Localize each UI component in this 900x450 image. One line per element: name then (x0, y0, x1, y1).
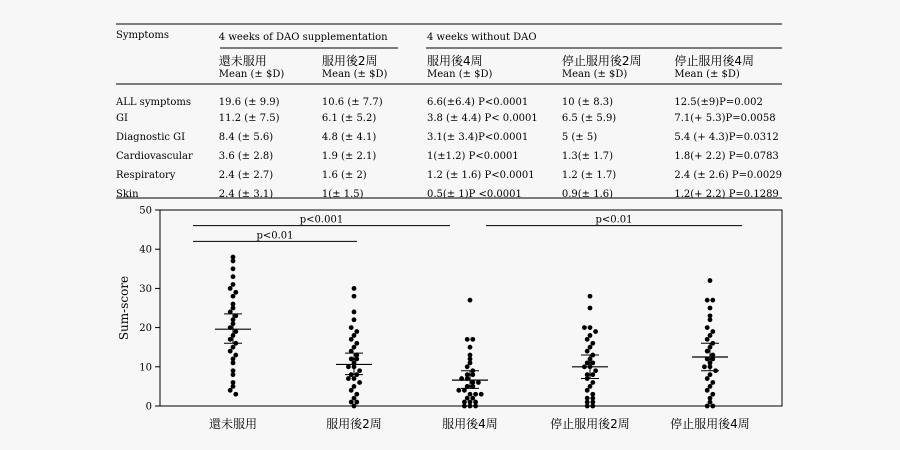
x-tick-label: 服用後4周 (442, 417, 498, 431)
data-point (231, 274, 236, 279)
data-point (352, 317, 357, 322)
mean-subheader: Mean (± $D) (426, 69, 493, 80)
mean-subheader: Mean (± $D) (561, 69, 628, 80)
data-point (585, 360, 590, 365)
table-cell: 1.8(+ 2.2) P=0.0783 (674, 151, 779, 162)
table-cell: 3.6 (± 2.8) (218, 151, 274, 162)
scatter-group (215, 255, 251, 397)
scatter-group (452, 298, 488, 409)
table-cell: 7.1(+ 5.3)P=0.0058 (674, 113, 776, 124)
row-label: Diagnostic GI (116, 132, 186, 143)
x-axis-labels (209, 416, 750, 431)
group-header-without-dao: 4 weeks without DAO (426, 32, 537, 43)
data-point (590, 380, 595, 385)
x-tick-label: 服用後2周 (326, 417, 382, 431)
data-point (231, 259, 236, 264)
column-header: 服用後4周 (426, 54, 483, 68)
data-point (354, 329, 359, 334)
data-point (349, 337, 354, 342)
data-point (588, 325, 593, 330)
data-point (354, 400, 359, 405)
data-point (231, 360, 236, 365)
table-row (116, 91, 782, 110)
table-cell: 6.1 (± 5.2) (321, 113, 377, 124)
y-tick-label: 0 (145, 401, 152, 413)
data-point (710, 392, 715, 397)
data-point (233, 290, 238, 295)
data-point (585, 349, 590, 354)
data-point (231, 282, 236, 287)
significance-label: p<0.01 (595, 214, 633, 226)
data-point (233, 329, 238, 334)
x-tick-label: 停止服用後4周 (670, 417, 750, 431)
data-point (708, 333, 713, 338)
row-label: GI (116, 113, 128, 124)
y-tick-label: 30 (139, 283, 152, 295)
table-cell: 3.8 (± 4.4) P< 0.0001 (426, 113, 538, 124)
data-point (708, 317, 713, 322)
table-cell: 2.4 (± 2.6) P=0.0029 (674, 170, 782, 181)
significance-label: p<0.01 (256, 230, 294, 242)
data-point (710, 329, 715, 334)
x-tick-label: 還未服用 (208, 417, 258, 431)
scatter-groups (215, 255, 728, 409)
data-point (228, 349, 233, 354)
table-cell: 19.6 (± 9.9) (218, 97, 280, 108)
data-point (352, 310, 357, 315)
data-point (231, 294, 236, 299)
table-cell: 11.2 (± 7.5) (218, 113, 280, 124)
table-cell: 4.8 (± 4.1) (321, 132, 377, 143)
scatter-group (572, 294, 608, 409)
data-point (470, 337, 475, 342)
data-point (346, 376, 351, 381)
table-cell: 1.3(± 1.7) (561, 151, 614, 162)
significance-label: p<0.001 (299, 214, 344, 226)
scatter-group (692, 278, 728, 408)
table-cell: 6.6(±6.4) P<0.0001 (426, 97, 529, 108)
table-row (116, 148, 782, 167)
table-cell: 5 (± 5) (561, 132, 598, 143)
data-point (588, 306, 593, 311)
data-point (708, 278, 713, 283)
table-cell: 0.5(± 1)P <0.0001 (426, 189, 522, 200)
data-point (349, 400, 354, 405)
data-point (470, 372, 475, 377)
data-point (468, 404, 473, 409)
data-point (354, 392, 359, 397)
table-cell: 10 (± 8.3) (561, 97, 614, 108)
data-point (352, 404, 357, 409)
y-tick-label: 20 (139, 323, 152, 335)
y-axis-ticks (139, 206, 160, 413)
data-point (710, 380, 715, 385)
data-point (705, 337, 710, 342)
data-point (231, 345, 236, 350)
data-point (582, 325, 587, 330)
data-point (585, 404, 590, 409)
table-cell: 10.6 (± 7.7) (321, 97, 383, 108)
data-point (233, 353, 238, 358)
data-point (588, 294, 593, 299)
data-point (228, 286, 233, 291)
data-point (708, 400, 713, 405)
data-point (588, 384, 593, 389)
symptom-table (116, 24, 782, 205)
data-point (352, 333, 357, 338)
data-point (590, 404, 595, 409)
mean-subheader: Mean (± $D) (321, 69, 388, 80)
mean-subheader: Mean (± $D) (218, 69, 285, 80)
group-header-dao: 4 weeks of DAO supplementation (218, 32, 388, 43)
row-label: ALL symptoms (116, 97, 191, 108)
data-point (231, 372, 236, 377)
data-point (708, 372, 713, 377)
column-header: 還未服用 (218, 54, 267, 68)
table-cell: 1(±1.2) P<0.0001 (426, 151, 519, 162)
table-cell: 3.1(± 3.4)P<0.0001 (426, 132, 529, 143)
data-point (590, 360, 595, 365)
data-point (588, 333, 593, 338)
row-label: Cardiovascular (116, 151, 193, 162)
data-point (479, 392, 484, 397)
table-cell: 1.9 (± 2.1) (321, 151, 377, 162)
data-point (468, 345, 473, 350)
data-point (705, 325, 710, 330)
data-point (705, 388, 710, 393)
data-point (590, 372, 595, 377)
data-point (349, 357, 354, 362)
data-point (710, 404, 715, 409)
data-point (462, 404, 467, 409)
table-cell: 1.2(+ 2.2) P=0.1289 (674, 189, 779, 200)
data-point (705, 404, 710, 409)
data-point (705, 349, 710, 354)
data-point (465, 364, 470, 369)
data-point (228, 337, 233, 342)
row-label: Skin (116, 189, 139, 200)
table-cell: 1.2 (± 1.7) (561, 170, 617, 181)
data-point (705, 298, 710, 303)
scatter-group (336, 286, 372, 408)
data-point (231, 384, 236, 389)
data-point (593, 329, 598, 334)
plot-frame (160, 210, 782, 406)
data-point (708, 306, 713, 311)
data-point (585, 337, 590, 342)
table-cell: 1.2 (± 1.6) P<0.0001 (426, 170, 535, 181)
data-point (465, 396, 470, 401)
data-point (585, 388, 590, 393)
table-cell: 2.4 (± 2.7) (218, 170, 274, 181)
data-point (593, 368, 598, 373)
data-point (352, 294, 357, 299)
significance-annotations (193, 215, 742, 242)
data-point (476, 380, 481, 385)
y-tick-label: 10 (139, 362, 152, 374)
data-point (352, 345, 357, 350)
table-body (116, 91, 782, 205)
data-point (590, 341, 595, 346)
data-point (473, 404, 478, 409)
data-point (705, 376, 710, 381)
column-header: 服用後2周 (321, 54, 378, 68)
x-tick-label: 停止服用後2周 (550, 417, 630, 431)
table-row (116, 110, 782, 129)
data-point (470, 396, 475, 401)
table-cell: 8.4 (± 5.6) (218, 132, 274, 143)
data-point (468, 392, 473, 397)
data-point (710, 298, 715, 303)
data-point (702, 364, 707, 369)
table-row (116, 129, 782, 148)
table-cell: 0.9(± 1.6) (561, 189, 614, 200)
data-point (465, 337, 470, 342)
column-header: 停止服用後4周 (674, 54, 754, 68)
data-point (352, 384, 357, 389)
mean-subheader: Mean (± $D) (674, 69, 740, 80)
table-cell: 1(± 1.5) (321, 189, 364, 200)
data-point (357, 368, 362, 373)
table-cell: 6.5 (± 5.9) (561, 113, 617, 124)
data-point (346, 364, 351, 369)
data-point (352, 376, 357, 381)
data-point (231, 306, 236, 311)
data-point (352, 396, 357, 401)
data-point (349, 388, 354, 393)
data-point (473, 392, 478, 397)
column-header: 停止服用後2周 (561, 54, 642, 68)
data-point (233, 392, 238, 397)
y-tick-label: 40 (139, 244, 152, 256)
y-axis-label: Sum-score (117, 275, 131, 341)
table-cell: 5.4 (+ 4.3)P=0.0312 (674, 132, 779, 143)
data-point (228, 388, 233, 393)
table-row (116, 167, 782, 186)
y-tick-label: 50 (139, 205, 152, 217)
data-point (349, 325, 354, 330)
table-row (116, 186, 782, 205)
row-label: Respiratory (116, 170, 176, 181)
data-point (352, 286, 357, 291)
table-cell: 12.5(±9)P=0.002 (674, 97, 763, 108)
data-point (456, 388, 461, 393)
data-point (468, 360, 473, 365)
data-point (354, 341, 359, 346)
table-cell: 1.6 (± 2) (321, 170, 367, 181)
data-point (708, 384, 713, 389)
symptoms-header: Symptoms (116, 30, 170, 41)
data-point (357, 380, 362, 385)
data-point (231, 266, 236, 271)
data-point (354, 357, 359, 362)
table-cell: 2.4 (± 3.1) (218, 189, 274, 200)
data-point (588, 345, 593, 350)
data-point (468, 298, 473, 303)
